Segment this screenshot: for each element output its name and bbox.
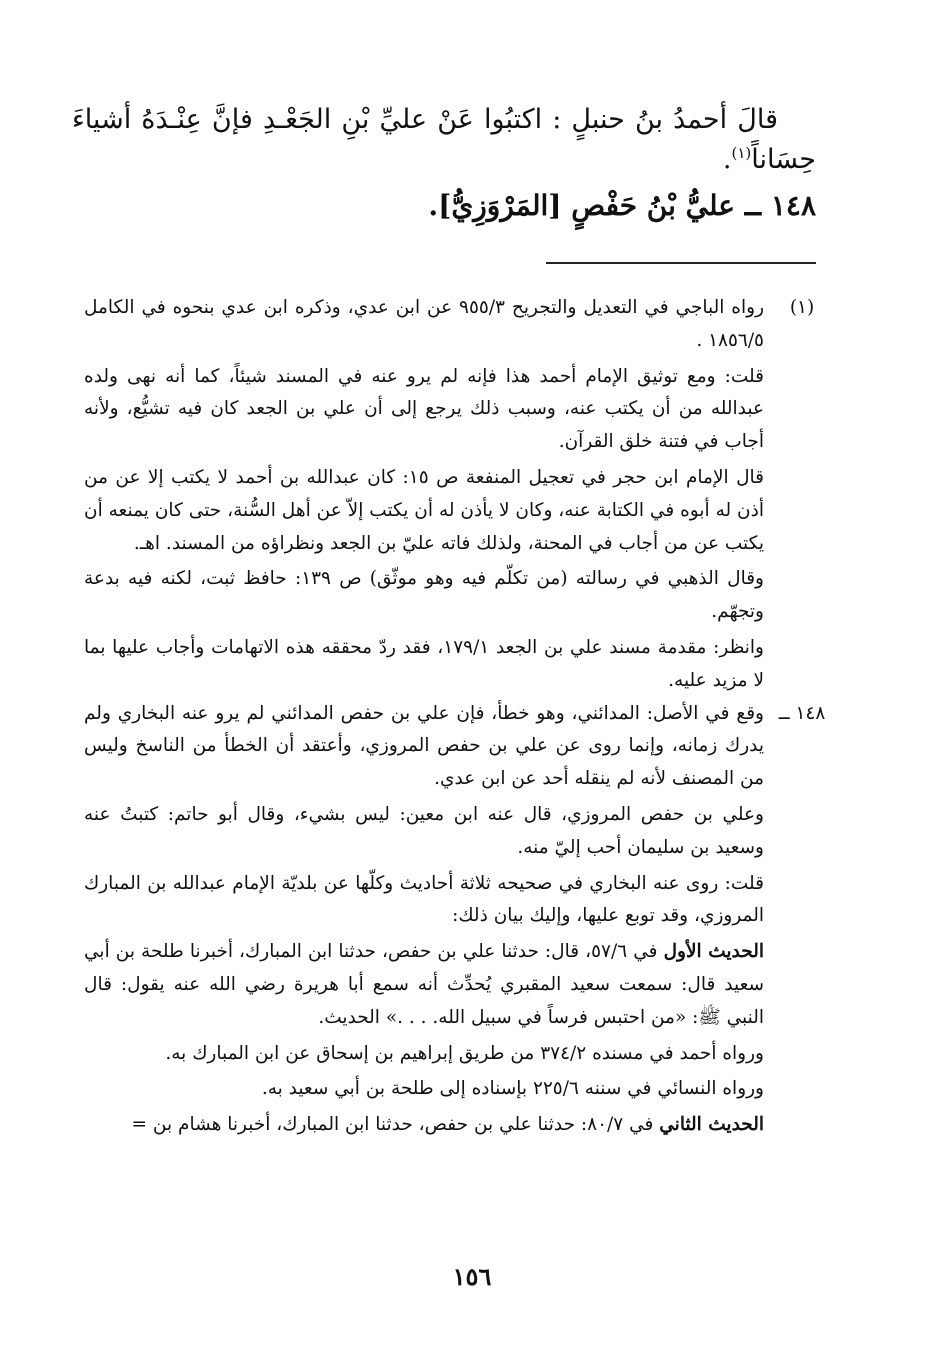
footnote-paragraph [84, 361, 764, 459]
hadith-heading: الحديث الثاني [659, 1114, 764, 1136]
footnotes [84, 292, 826, 1142]
footnote-text: قلت: ومع توثيق الإمام أحمد هذا فإنه لم يرو عنه في المسند شيئاً، كما أنه نهى ولده عبدالله من أن يكتب عنه، وسبب ذلك يرجع إلى أن علي بن الجعد كان فيه تشيُّع، ولأنه أجاب في فتنة خلق القرآن. [84, 365, 764, 453]
footnote-text: في ٥٧/٦، قال: حدثنا علي بن حفص، حدثنا ابن المبارك، أخبرنا طلحة بن أبي سعيد قال: سمعت سعيد المقبري يُحدِّث أنه سمع أبا هريرة رضي الله عنه يقول: قال النبي ﷺ: «من احتبس فرساً في سبيل الله. . . .» الحديث. [84, 941, 764, 1028]
footnote-separator [546, 262, 816, 264]
footnote-number: ١٤٨ ــ [778, 702, 826, 724]
footnote-paragraph [84, 632, 764, 698]
entry-name: عليُّ بْنُ حَفْصٍ [المَرْوَزِيُّ]. [428, 189, 735, 222]
quote-end: . [722, 144, 732, 175]
footnote-paragraph [84, 563, 764, 629]
hadith-heading: الحديث الأول [663, 941, 764, 963]
footnote-text: وعلي بن حفص المروزي، قال عنه ابن معين: ليس بشيء، وقال أبو حاتم: كتبتُ عنه وسعيد بن سليمان أحب إليّ منه. [84, 803, 764, 858]
entry-number: ١٤٨ ــ [744, 189, 816, 222]
main-text [72, 100, 816, 226]
footnote-text: وقال الذهبي في رسالته (من تكلّم فيه وهو موثّق) ص ١٣٩: حافظ ثبت، لكنه فيه بدعة وتجهّم. [84, 568, 764, 623]
footnote [84, 698, 826, 1142]
footnote [84, 292, 826, 698]
footnote-paragraph [84, 1073, 764, 1106]
footnote-text: قال الإمام ابن حجر في تعجيل المنفعة ص ١٥: كان عبدالله بن أحمد لا يكتب إلا عن من أذن له أبوه في الكتابة عنه، وكان لا يأذن له أن يكتب إلاّ عن أهل السُّنة، حتى كان يمنعه أن يكتب عن من أجاب في المحنة، ولذلك فاته عليّ بن الجعد ونظراؤه من المسند. اهـ. [84, 466, 764, 554]
entry-heading [72, 186, 816, 226]
footnote-text: قلت: روى عنه البخاري في صحيحه ثلاثة أحاديث وكلّها عن بلديّة الإمام عبدالله بن المبارك المروزي، وقد توبع عليها، وإليك بيان ذلك: [84, 872, 764, 927]
footnote-paragraph [84, 1109, 764, 1142]
page-number: ١٥٦ [452, 1262, 492, 1291]
footnote-paragraph [84, 462, 764, 560]
footnote-text: في ٨٠/٧: حدثنا علي بن حفص، حدثنا ابن المبارك، أخبرنا هشام بن = [131, 1114, 660, 1136]
footnote-text: وانظر: مقدمة مسند علي بن الجعد ١٧٩/١، فقد ردّ محققه هذه الاتهامات وأجاب عليها بما لا مزيد عليه. [84, 636, 764, 691]
footnote-text: وقع في الأصل: المدائني، وهو خطأ، فإن علي بن حفص المدائني لم يرو عنه البخاري ولم يدرك زمانه، وإنما روى عن علي بن حفص المروزي، وأعتقد أن الخطأ من الناسخ وليس من المصنف لأنه لم ينقله أحد عن ابن عدي. [84, 702, 764, 790]
footnote-number: (١) [789, 297, 815, 318]
footnote-text: ورواه النسائي في سننه ٢٢٥/٦ بإسناده إلى طلحة بن أبي سعيد به. [261, 1078, 764, 1100]
footnote-text: ورواه أحمد في مسنده ٣٧٤/٢ من طريق إبراهيم بن إسحاق عن ابن المبارك به. [165, 1042, 764, 1064]
footnote-paragraph [84, 1038, 764, 1071]
footnote-paragraph [84, 292, 764, 358]
footnote-paragraph [84, 936, 764, 1034]
footnote-paragraph [84, 868, 764, 934]
footnote-ref[interactable]: (١) [731, 144, 752, 162]
footnote-paragraph [84, 799, 764, 865]
footnote-text: رواه الباجي في التعديل والتجريح ٩٥٥/٣ عن ابن عدي، وذكره ابن عدي بنحوه في الكامل ١٨٥٦/٥ . [84, 297, 765, 351]
footnote-paragraph [84, 698, 764, 796]
ahmad-quote [72, 100, 816, 180]
quote-text: قالَ أحمدُ بنُ حنبلٍ : اكتبُوا عَنْ عليِّ بْنِ الجَعْـدِ فإنَّ عِنْـدَهُ أشياءَ حِسَاناً [72, 104, 816, 175]
